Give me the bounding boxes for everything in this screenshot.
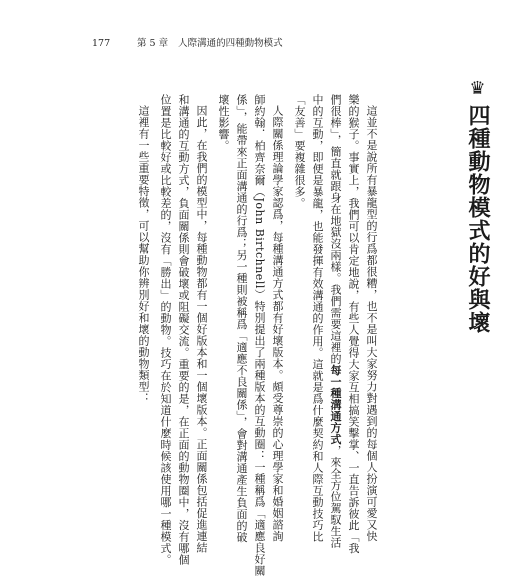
- text-column: [310, 94, 324, 543]
- text-column: [346, 94, 360, 554]
- text-column: [270, 105, 284, 542]
- text-column: [292, 94, 306, 414]
- text-column: [328, 94, 342, 549]
- column-text: 這並不是說所有暴龍型的行爲都很糟，也不是叫大家努力對遇到的每個人扮演可愛又快: [365, 105, 378, 542]
- page-number: 177: [92, 38, 111, 49]
- column-text: 中的互動，即便是暴龍，也能發揮有效溝通的作用。這就是爲什麼契約和人際互動技巧比: [311, 94, 324, 543]
- column-text: 們很棒」，簡直就跟身在地獄沒兩樣。我們需要這裡的: [329, 94, 342, 365]
- text-column: [234, 94, 248, 543]
- column-text: 樂的猴子。事實上，我們可以肯定地說，有些人覺得大家互相搞笑擊掌、一直告訴彼此「我: [347, 94, 360, 554]
- running-header: [92, 36, 500, 52]
- column-text: 壞性影響。: [217, 94, 230, 152]
- text-column: [194, 105, 208, 554]
- column-text: 和溝通的互動方式，負面關係則會破壞或阻礙交流。重要的是，在正面的動物圈中，沒有哪個: [177, 94, 190, 566]
- chapter-heading: [137, 36, 283, 52]
- chapter-title: 人際溝通的四種動物模式: [178, 38, 283, 49]
- text-column: [176, 94, 190, 566]
- column-text: 師約翰．柏齊奈爾（John Birtchnell）特別提出了兩種版本的互動圈：一種稱爲「適應良好關: [253, 94, 266, 576]
- text-column: [216, 94, 230, 414]
- text-column: [364, 105, 378, 542]
- column-text-after: ，來全方位駕馭生活: [329, 445, 342, 549]
- chapter-number: 第 5 章: [137, 38, 169, 49]
- column-text: 因此，在我們的模型中，每種動物都有一個好版本和一個壞版本。正面關係包括促進連結: [195, 105, 208, 554]
- column-text: 係」，能帶來正面溝通的行爲；另一種則被稱爲「適應不良關係」，會對溝通產生負面的破: [235, 94, 248, 543]
- text-column: [252, 94, 266, 576]
- column-text: 「友善」要複雜很多。: [293, 94, 306, 209]
- section-title: 四種動物模式的好與壞: [465, 104, 490, 334]
- crown-icon: ♛: [467, 78, 488, 100]
- column-text: 位置是比較好或比較差的，沒有「勝出」的動物。技巧在於知道什麼時候該使用哪一種模式。: [159, 94, 172, 566]
- text-column: [136, 105, 150, 415]
- column-text: 這裡有一些重要特徵，可以幫助你辨別好和壞的動物類型：: [137, 105, 150, 404]
- column-text: 人際關係理論學家認爲，每種溝通方式都有好壞版本。頗受尊崇的心理學家和婚姻諮詢: [271, 105, 284, 542]
- section-heading: [464, 78, 490, 334]
- emphasis-text: 每一種溝通方式: [329, 364, 342, 445]
- text-column: [158, 94, 172, 566]
